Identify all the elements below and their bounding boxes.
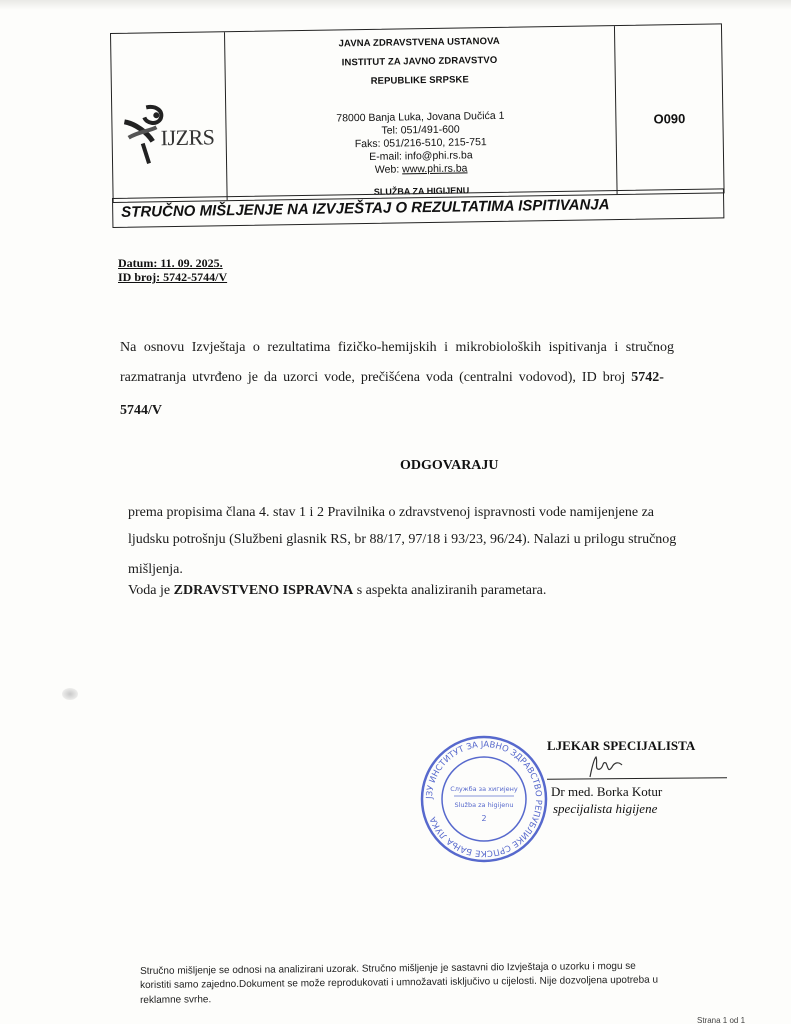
form-code: O090	[653, 110, 686, 127]
document-id: ID broj: 5742-5744/V	[118, 270, 228, 284]
verdict-heading: ODGOVARAJU	[400, 458, 499, 473]
id-number-part-2: 5744/V	[120, 403, 162, 418]
conclusion-suffix: s aspekta analiziranih parametara.	[353, 583, 547, 598]
stamp-outer-text: ЈЗУ ИНСТИТУТ ЗА ЈАВНО ЗДРАВСТВО РЕПУБЛИКЕ СРПСКЕ БАЊА ЛУКА	[424, 739, 544, 859]
signature-line	[547, 777, 727, 780]
signatory-name: Dr med. Borka Kotur	[551, 784, 663, 799]
scan-edge	[0, 0, 791, 10]
signatory-title: LJEKAR SPECIJALISTA	[547, 738, 696, 753]
service-name: SLUŽBA ZA HIGIJENU	[373, 185, 470, 197]
paragraph-1-line-2	[120, 370, 664, 386]
logo-cell	[111, 32, 228, 202]
stamp-inner-line-2: Služba za higijenu	[454, 801, 514, 809]
handwritten-signature-icon	[586, 755, 626, 781]
signatory-role: specijalista higijene	[553, 801, 658, 816]
fax: Faks: 051/216-510, 215-751	[354, 136, 487, 151]
document-title: STRUČNO MIŠLJENJE NA IZVJEŠTAJ O REZULTATIMA ISPITIVANJA	[112, 188, 724, 228]
paragraph-1-line-1: Na osnovu Izvještaja o rezultatima fizičko-hemijskih i mikrobioloških ispitivanja i stručnog	[120, 340, 675, 355]
id-number-part-1: 5742-	[631, 370, 664, 385]
footer-line-1: Stručno mišljenje se odnosi na analizirani uzorak. Stručno mišljenje je sastavni dio Izvještaja o uzorku i mogu se	[140, 960, 636, 977]
address: 78000 Banja Luka, Jovana Dučića 1	[336, 109, 505, 125]
institution-line-3: REPUBLIKE SRPSKE	[370, 74, 469, 87]
institution-line-1: JAVNA ZDRAVSTVENA USTANOVA	[338, 35, 500, 50]
letterhead	[110, 23, 725, 203]
conclusion-line	[128, 583, 546, 599]
logo-text: IJZRS	[160, 124, 215, 151]
paragraph-2-line-2: ljudsku potrošnju (Službeni glasnik RS, br 88/17, 97/18 i 93/23, 96/24). Nalazi u prilogu stručnog	[128, 532, 677, 547]
page-number: Strana 1 od 1	[697, 1016, 746, 1025]
stamp-number: 2	[481, 814, 487, 823]
website-link[interactable]: www.phi.rs.ba	[402, 162, 468, 176]
stamp-icon	[418, 733, 550, 865]
scan-smudge	[62, 688, 78, 700]
paragraph-1-line-2-text: razmatranja utvrđeno je da uzorci vode, prečišćena voda (centralni vodovod), ID broj	[120, 370, 632, 385]
email: E-mail: info@phi.rs.ba	[369, 149, 473, 163]
website-label: Web:	[374, 163, 403, 176]
footer-line-3: reklamne svrhe.	[140, 994, 212, 1006]
conclusion-status: ZDRAVSTVENO ISPRAVNA	[173, 583, 354, 598]
form-code-cell	[615, 24, 724, 194]
paragraph-2-line-3: mišljenja.	[128, 562, 183, 577]
institution-info	[224, 26, 618, 200]
footer-line-2: koristiti samo zajedno.Dokument se može reprodukovati i umnožavati isključivo u cijelosti. Nije dozvoljena upotreba u	[140, 974, 659, 991]
document-date: Datum: 11. 09. 2025.	[118, 256, 223, 270]
conclusion-prefix: Voda je	[128, 583, 174, 598]
institution-line-2: INSTITUT ZA JAVNO ZDRAVSTVO	[341, 54, 498, 69]
telephone: Tel: 051/491-600	[381, 123, 460, 137]
paragraph-2-line-1: prema propisima člana 4. stav 1 i 2 Pravilnika o zdravstvenoj ispravnosti vode namijenjene za	[128, 505, 655, 520]
official-stamp	[418, 733, 550, 870]
stamp-inner-line-1: Служба за хигијену	[450, 785, 518, 793]
